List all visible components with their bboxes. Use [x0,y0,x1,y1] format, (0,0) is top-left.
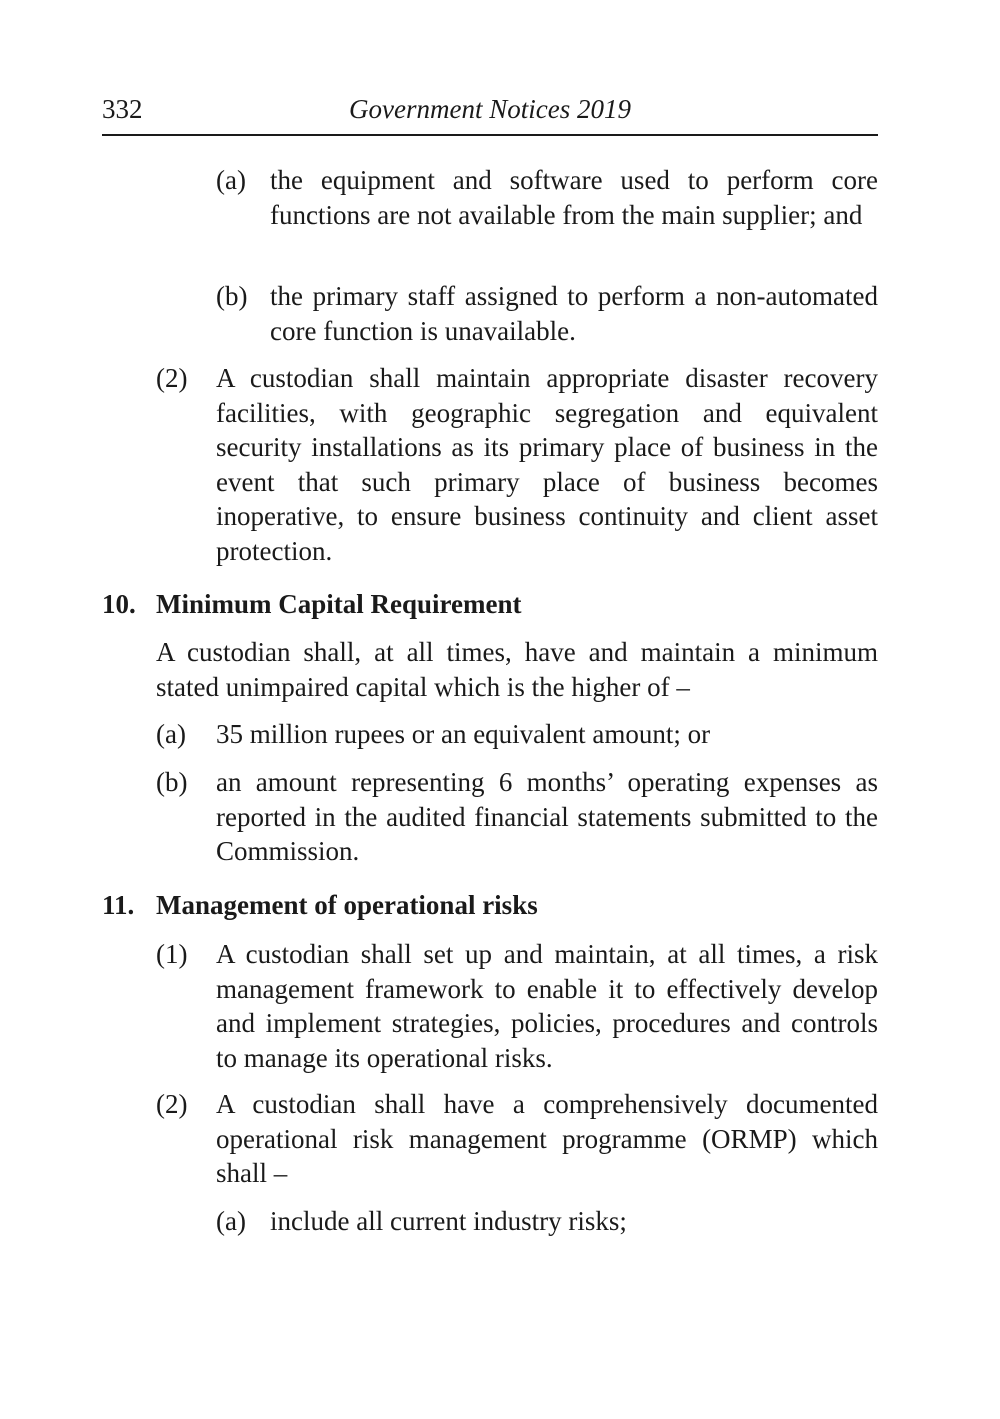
subparagraph-label: (a) [216,1206,246,1236]
paragraph-label: (2) [156,363,188,393]
section-title: Management of operational risks [156,890,538,920]
subparagraph-11-2-a [216,1204,878,1239]
section-10-heading [102,587,878,622]
section-number: 11. [102,890,135,920]
paragraph-11-2 [156,1087,878,1191]
paragraph-text: A custodian shall maintain appropriate disaster recovery facilities, with geographic segregation and equivalent security installations as its primary place of business in the event that such primary place of business becomes inoperative, to ensure business continuity and client asset protection. [216,363,878,566]
page-header [102,92,878,136]
subparagraph-9-1-b [216,279,878,348]
section-title: Minimum Capital Requirement [156,589,522,619]
section-10-intro [156,635,878,704]
paragraph-text: A custodian shall set up and maintain, at all times, a risk management framework to enable it to effectively develop and implement strategies, policies, procedures and controls to manage its operational risks. [216,939,878,1073]
paragraph-11-1 [156,937,878,1075]
paragraph-10-b [156,765,878,869]
subparagraph-9-1-a [216,163,878,232]
subparagraph-text: include all current industry risks; [270,1206,627,1236]
subparagraph-text: the equipment and software used to perform core functions are not available from the main supplier; and [270,165,878,230]
paragraph-label: (a) [156,719,186,749]
paragraph-text: A custodian shall have a comprehensively documented operational risk management programme (ORMP) which shall – [216,1089,878,1188]
paragraph-text: 35 million rupees or an equivalent amount; or [216,719,711,749]
paragraph-label: (2) [156,1089,188,1119]
subparagraph-label: (a) [216,165,246,195]
paragraph-text: an amount representing 6 months’ operating expenses as reported in the audited financial statements submitted to the Commission. [216,767,878,866]
section-number: 10. [102,589,136,619]
paragraph-9-2 [156,361,878,568]
section-intro-text: A custodian shall, at all times, have and maintain a minimum stated unimpaired capital which is the higher of – [156,637,878,702]
section-11-heading [102,888,878,923]
page-number: 332 [102,94,143,124]
paragraph-label: (b) [156,767,188,797]
subparagraph-text: the primary staff assigned to perform a non-automated core function is unavailable. [270,281,878,346]
paragraph-10-a [156,717,878,752]
subparagraph-label: (b) [216,281,248,311]
running-title: Government Notices 2019 [349,94,631,124]
paragraph-label: (1) [156,939,188,969]
